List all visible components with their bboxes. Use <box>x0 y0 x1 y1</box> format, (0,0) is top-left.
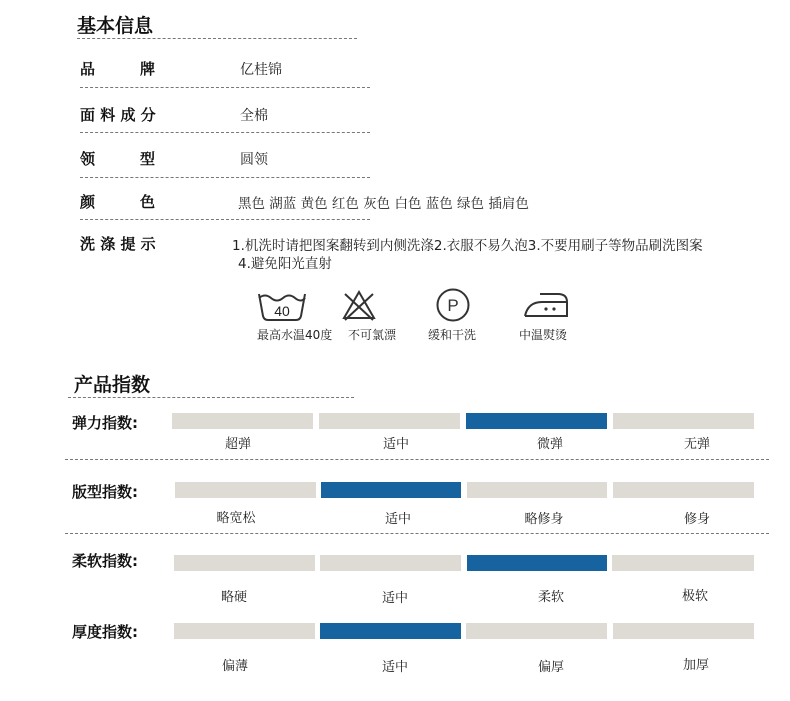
divider <box>80 87 370 88</box>
elasticity-bar-4 <box>613 413 754 429</box>
softness-option: 略硬 <box>220 590 247 605</box>
divider <box>65 533 769 534</box>
thickness-option: 加厚 <box>682 658 709 673</box>
wash-value: 1.机洗时请把图案翻转到内侧洗涤2.衣服不易久泡3.不要用刷子等物品刷洗图案 <box>232 238 703 254</box>
fit-option: 适中 <box>384 512 411 527</box>
iron-medium-label: 中温熨烫 <box>519 328 568 342</box>
thickness-option: 偏薄 <box>221 659 248 674</box>
collar-label: 领 型 <box>80 150 156 168</box>
collar-value: 圆领 <box>240 152 268 168</box>
softness-option: 适中 <box>381 591 408 606</box>
elasticity-option: 适中 <box>382 437 409 452</box>
softness-bar-4 <box>612 555 754 571</box>
divider <box>80 219 370 220</box>
thickness-label: 厚度指数: <box>72 623 138 641</box>
product-index-title: 产品指数 <box>74 374 151 396</box>
wash-temp-number: 40 <box>274 303 290 319</box>
thickness-bar-1 <box>174 623 315 639</box>
fit-option: 修身 <box>683 512 710 527</box>
dry-clean-label: 缓和干洗 <box>428 328 477 342</box>
thickness-option: 偏厚 <box>537 660 564 675</box>
divider <box>68 397 354 398</box>
divider <box>77 38 357 39</box>
fit-option: 略宽松 <box>216 511 256 526</box>
brand-value: 亿桂锦 <box>240 62 282 78</box>
elasticity-option: 无弹 <box>683 437 710 452</box>
color-value: 黑色 湖蓝 黄色 红色 灰色 白色 蓝色 绿色 插肩色 <box>238 196 529 212</box>
wash-40-label: 最高水温40度 <box>257 328 333 342</box>
wash-value-line2: 4.避免阳光直射 <box>238 256 332 272</box>
softness-bar-1 <box>174 555 315 571</box>
softness-option: 柔软 <box>537 590 564 605</box>
dry-clean-p-icon <box>434 288 472 322</box>
fit-bar-4 <box>613 482 754 498</box>
fabric-label: 面 料 成 分 <box>80 106 156 124</box>
no-bleach-label: 不可氯漂 <box>348 328 397 342</box>
no-bleach-icon <box>342 289 376 321</box>
dry-clean-letter: P <box>447 296 459 315</box>
fit-option: 略修身 <box>524 512 564 527</box>
divider <box>65 459 769 460</box>
divider <box>80 177 370 178</box>
fit-bar-2-selected <box>321 482 461 498</box>
elasticity-option: 超弹 <box>224 437 251 452</box>
basic-info-title: 基本信息 <box>77 15 154 37</box>
softness-bar-3-selected <box>467 555 607 571</box>
elasticity-bar-1 <box>172 413 313 429</box>
brand-label: 品 牌 <box>80 60 156 78</box>
thickness-bar-2-selected <box>320 623 461 639</box>
iron-medium-icon <box>522 290 570 320</box>
softness-bar-2 <box>320 555 461 571</box>
softness-label: 柔软指数: <box>72 552 138 570</box>
elasticity-option: 微弹 <box>536 437 563 452</box>
wash-40-icon <box>256 290 308 322</box>
divider <box>80 132 370 133</box>
fit-bar-3 <box>467 482 607 498</box>
fabric-value: 全棉 <box>240 108 268 124</box>
softness-option: 极软 <box>681 589 708 604</box>
thickness-bar-4 <box>613 623 754 639</box>
elasticity-label: 弹力指数: <box>72 414 138 432</box>
elasticity-bar-3-selected <box>466 413 607 429</box>
thickness-bar-3 <box>466 623 607 639</box>
color-label: 颜 色 <box>80 193 156 211</box>
thickness-option: 适中 <box>381 660 408 675</box>
wash-label: 洗 涤 提 示 <box>80 235 156 253</box>
fit-bar-1 <box>175 482 316 498</box>
fit-label: 版型指数: <box>72 483 138 501</box>
elasticity-bar-2 <box>319 413 460 429</box>
